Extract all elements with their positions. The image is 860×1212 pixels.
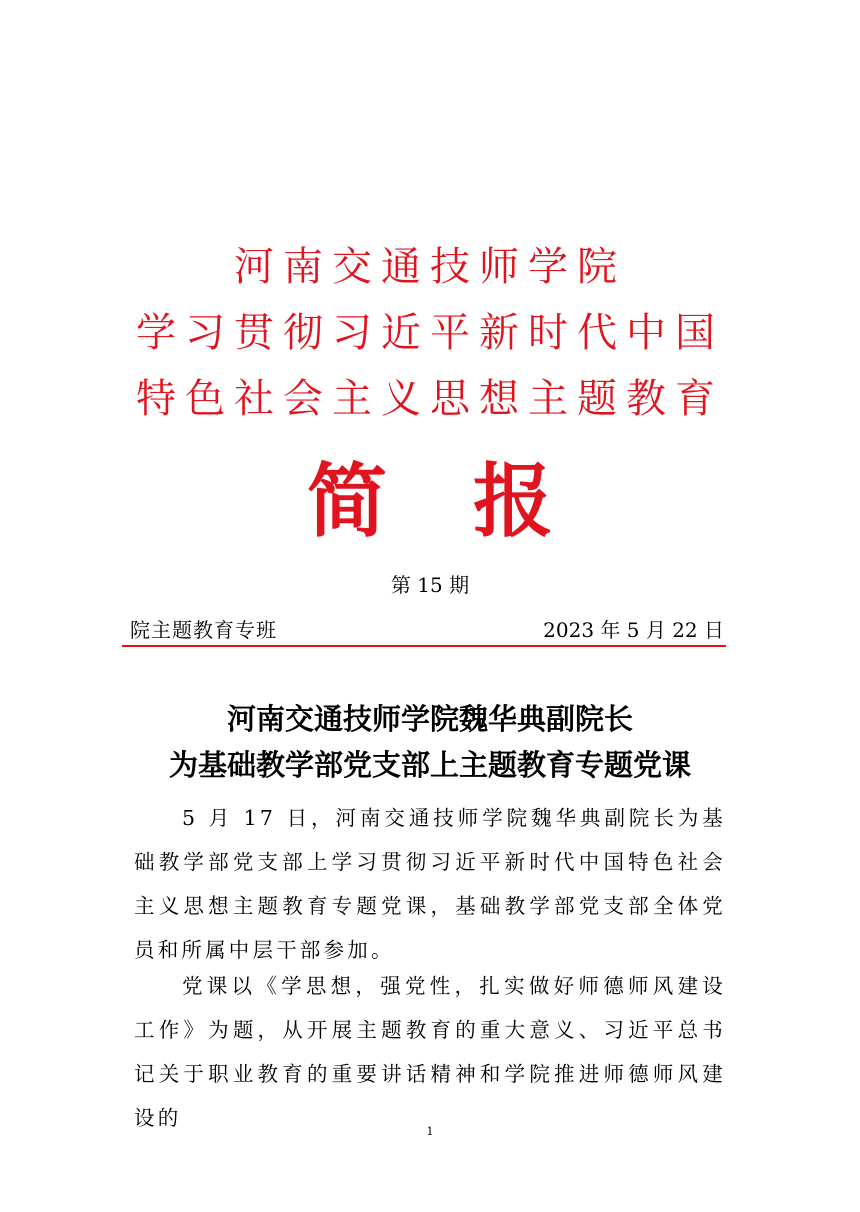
body-paragraph-1: 5 月 17 日，河南交通技师学院魏华典副院长为基础教学部党支部上学习贯彻习近平新时代中国特色社会主义思想主题教育专题党课，基础教学部党支部全体党员和所属中层干部参加。 — [134, 806, 726, 962]
meta-row — [130, 615, 726, 645]
article-title-line-1: 河南交通技师学院魏华典副院长 — [226, 702, 633, 736]
red-divider-line — [122, 645, 726, 647]
body-paragraph-1-container — [134, 796, 726, 972]
department-label: 院主题教育专班 — [130, 618, 277, 642]
issue-number: 第 15 期 — [390, 573, 470, 597]
masthead-line-3: 特色社会主义思想主题教育 — [136, 376, 724, 422]
body-paragraph-2-container — [134, 964, 726, 1140]
masthead-line-1: 河南交通技师学院 — [234, 244, 626, 290]
brief-title: 简报 — [307, 454, 639, 548]
body-paragraph-2: 党课以《学思想，强党性，扎实做好师德师风建设工作》为题，从开展主题教育的重大意义、习近平总书记关于职业教育的重要讲话精神和学院推进师德师风建设的 — [134, 974, 726, 1130]
masthead-line-2: 学习贯彻习近平新时代中国 — [136, 310, 724, 356]
article-title-line-2: 为基础教学部党支部上主题教育专题党课 — [168, 748, 691, 782]
issue-date: 2023 年 5 月 22 日 — [543, 618, 724, 642]
page-number: 1 — [426, 1125, 434, 1138]
